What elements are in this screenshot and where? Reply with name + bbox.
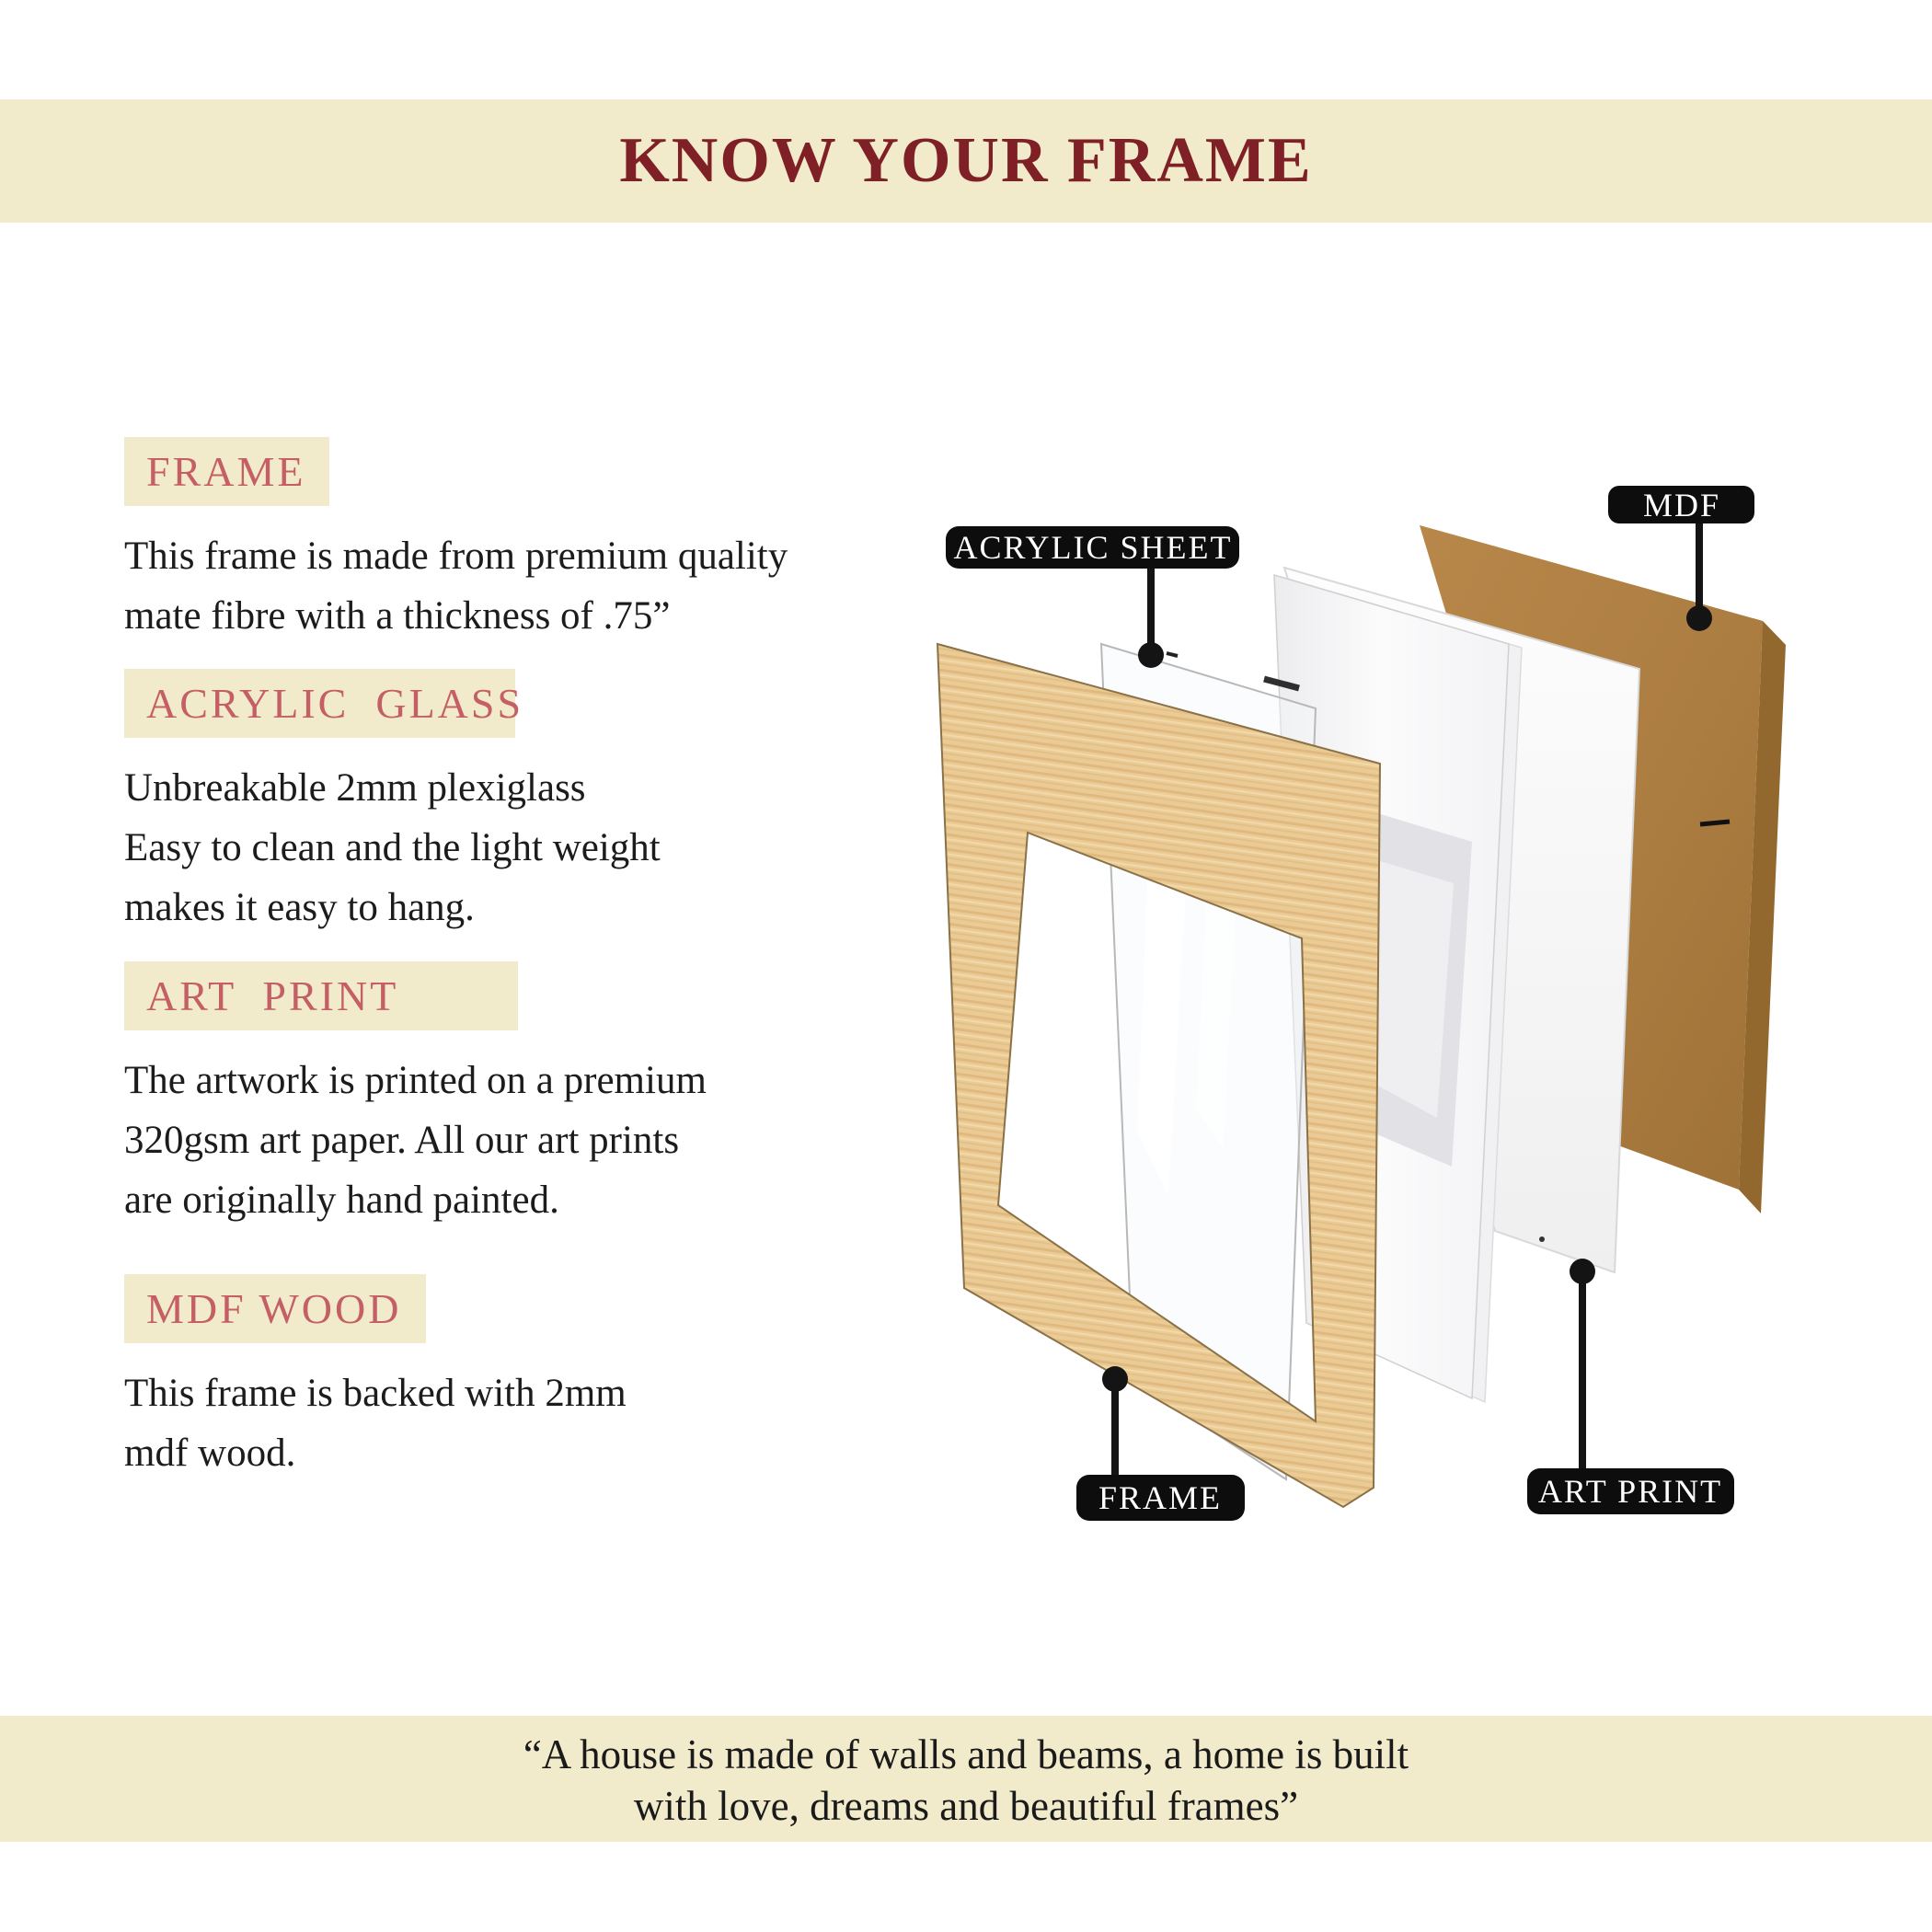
title-band [0,99,1932,223]
body-line: mdf wood. [124,1432,296,1475]
page-title: KNOW YOUR FRAME [619,125,1313,196]
body-line: This frame is backed with 2mm [124,1372,627,1415]
section-acrylic-glass-heading: ACRYLIC GLASS [124,669,515,738]
section-acrylic-glass [124,669,661,937]
body-line: makes it easy to hang. [124,886,475,929]
art-print-tick [1539,1236,1545,1242]
mdf-tick-mark [1700,822,1730,824]
acrylic-connector-dot [1138,642,1164,668]
body-line: The artwork is printed on a premium [124,1059,707,1102]
section-art-print-heading: ART PRINT [124,961,518,1030]
body-line: mate fibre with a thickness of .75” [124,594,671,638]
section-mdf-wood-body [124,1363,627,1483]
body-line: 320gsm art paper. All our art prints [124,1119,680,1162]
art-print-connector-dot [1570,1259,1595,1284]
body-line: Unbreakable 2mm plexiglass [124,766,586,810]
mdf-connector-dot [1686,605,1712,631]
body-line: This frame is made from premium quality [124,535,788,578]
frame-label: FRAME [1098,1479,1223,1516]
section-frame-heading: FRAME [124,437,329,506]
section-art-print-body [124,1051,707,1230]
frame-exploded-diagram [874,460,1840,1564]
body-line: are originally hand painted. [124,1179,559,1222]
art-print-label: ART PRINT [1537,1473,1723,1510]
mdf-label: MDF [1642,487,1721,523]
section-art-print [124,961,707,1230]
section-frame [124,437,788,646]
frame-connector-dot [1102,1366,1128,1392]
section-frame-body [124,526,788,646]
body-line: Easy to clean and the light weight [124,826,661,869]
quote-line-1: “A house is made of walls and beams, a home is built [523,1731,1409,1777]
acrylic-sheet-label: ACRYLIC SHEET [953,529,1233,566]
section-mdf-wood [124,1274,627,1483]
quote-band [0,1716,1932,1842]
acrylic-tick [1167,653,1178,656]
quote-line-2: with love, dreams and beautiful frames” [633,1783,1299,1829]
section-mdf-wood-heading: MDF WOOD [124,1274,426,1343]
section-acrylic-glass-body [124,758,661,937]
